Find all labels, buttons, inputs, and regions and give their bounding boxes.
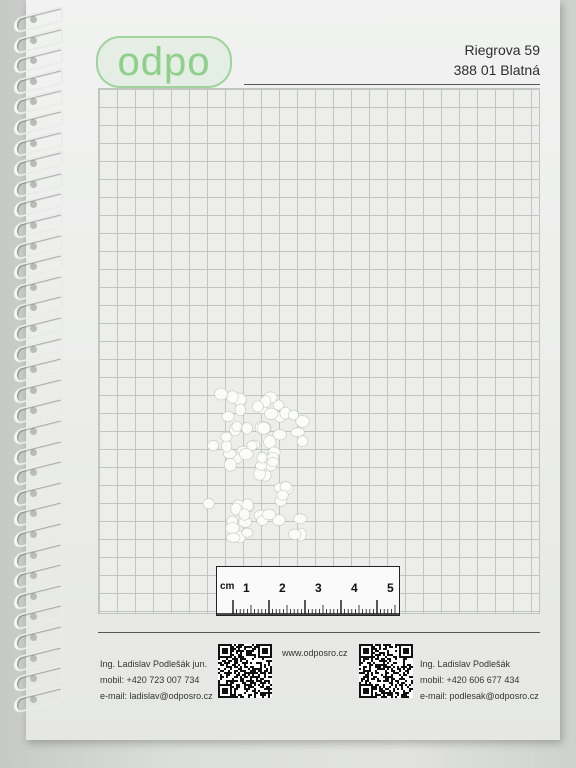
pellet — [252, 401, 263, 412]
website-url: www.odposro.cz — [282, 648, 348, 658]
pellet — [291, 428, 304, 437]
pellet — [288, 410, 298, 420]
pellet — [222, 411, 234, 421]
pellet — [227, 391, 239, 404]
pellet — [264, 408, 278, 419]
pellet — [242, 423, 253, 435]
pellet — [262, 509, 275, 520]
contact-left-name: Ing. Ladislav Podlešák jun. — [100, 659, 208, 669]
ruler-number-3: 3 — [315, 581, 322, 595]
pellet — [226, 523, 240, 534]
contact-left-mobile: mobil: +420 723 007 734 — [100, 675, 200, 685]
pellet — [293, 514, 306, 524]
pellet — [289, 529, 301, 540]
pellet — [239, 448, 253, 459]
pellet — [221, 432, 232, 442]
pellet — [232, 421, 242, 431]
contact-left-email: e-mail: ladislav@odposro.cz — [100, 691, 213, 701]
ruler-number-5: 5 — [387, 581, 394, 595]
header-divider — [244, 84, 540, 85]
address-city: 388 01 Blatná — [453, 62, 540, 78]
plastic-pellets-sample — [196, 384, 326, 544]
footer-divider — [98, 632, 540, 633]
contact-left — [100, 656, 213, 704]
ruler-number-4: 4 — [351, 581, 358, 595]
qr-code-right-pattern — [359, 644, 413, 698]
odpo-logo — [96, 36, 232, 88]
qr-code-left-pattern — [218, 644, 272, 698]
ruler-unit-label: cm — [220, 581, 235, 592]
pellet — [267, 457, 279, 466]
qr-code-right — [359, 644, 413, 698]
contact-right-mobile: mobil: +420 606 677 434 — [420, 675, 520, 685]
scale-ruler — [216, 566, 400, 616]
pellet — [224, 458, 236, 471]
pellet — [257, 452, 267, 463]
pellet — [235, 404, 246, 416]
pellet — [257, 422, 270, 434]
address-street: Riegrova 59 — [464, 42, 540, 58]
contact-right — [420, 656, 539, 704]
logo-text: odpo — [117, 39, 211, 84]
contact-right-name: Ing. Ladislav Podlešák — [420, 659, 511, 669]
address-block — [454, 40, 540, 80]
qr-code-left — [218, 644, 272, 698]
contact-right-email: e-mail: podlesak@odposro.cz — [420, 691, 539, 701]
pellet — [277, 490, 288, 500]
pellet — [242, 528, 253, 537]
pellet-cluster — [196, 384, 326, 544]
pellet — [226, 533, 240, 542]
pellet — [215, 388, 228, 400]
pellet — [203, 499, 214, 509]
pellet — [264, 435, 276, 448]
pellet — [239, 509, 250, 521]
ruler-number-2: 2 — [279, 581, 286, 595]
ruler-number-1: 1 — [243, 581, 250, 595]
pellet — [208, 440, 219, 450]
